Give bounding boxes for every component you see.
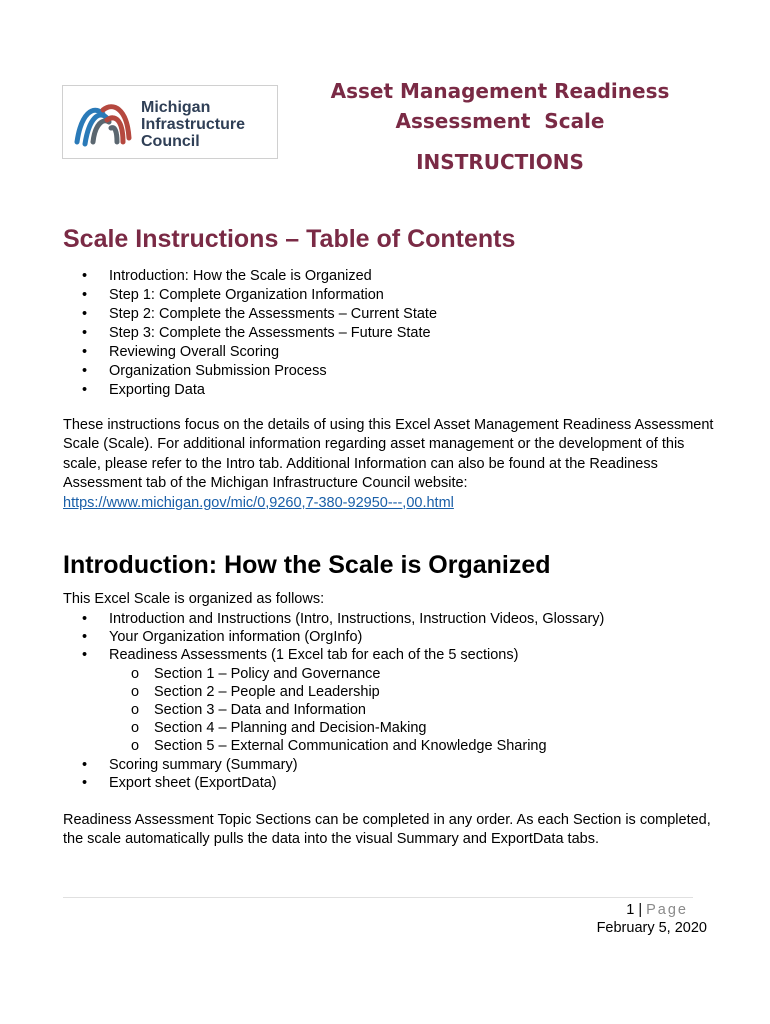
toc-heading: Scale Instructions – Table of Contents <box>63 225 516 253</box>
page-separator: | <box>638 902 643 918</box>
toc-list <box>82 267 437 400</box>
toc-item-step-2: • Step 2: Complete the Assessments – Current State <box>82 305 437 324</box>
toc-item-step-1: • Step 1: Complete Organization Information <box>82 286 437 305</box>
mic-logo <box>62 85 278 159</box>
footer-divider <box>63 897 693 898</box>
mic-logo-wordmark <box>141 99 245 150</box>
document-subtitle: INSTRUCTIONS <box>416 150 584 174</box>
section-item-3: o Section 3 – Data and Information <box>127 701 604 719</box>
document-title-line-1: Asset Management Readiness <box>330 79 670 103</box>
intro-paragraph: Readiness Assessment Topic Sections can be completed in any order. As each Section is completed, the scale automatically pulls the data into the visual Summary and ExportData tabs. <box>63 812 711 848</box>
intro-heading: Introduction: How the Scale is Organized <box>63 551 551 579</box>
footer-date: February 5, 2020 <box>596 920 707 936</box>
mic-website-link[interactable]: https://www.michigan.gov/mic/0,9260,7-380-92950---,00.html <box>63 494 454 511</box>
logo-line-3: Council <box>141 133 200 150</box>
intro-list <box>82 610 604 792</box>
toc-item-introduction: • Introduction: How the Scale is Organized <box>82 267 437 286</box>
intro-item-summary: • Scoring summary (Summary) <box>82 756 604 774</box>
section-item-1: o Section 1 – Policy and Governance <box>127 665 604 683</box>
page-label: Page <box>646 902 688 918</box>
page-number: 1 <box>626 902 635 918</box>
section-sublist <box>109 665 604 756</box>
intro-item-assessments-label: Readiness Assessments (1 Excel tab for each of the 5 sections) <box>109 647 519 664</box>
intro-item-orginfo: • Your Organization information (OrgInfo) <box>82 628 604 646</box>
section-item-4: o Section 4 – Planning and Decision-Making <box>127 719 604 737</box>
section-item-2: o Section 2 – People and Leadership <box>127 683 604 701</box>
intro-item-instructions: • Introduction and Instructions (Intro, Instructions, Instruction Videos, Glossary) <box>82 610 604 628</box>
footer-page-number <box>626 902 688 918</box>
intro-lead-text: This Excel Scale is organized as follows: <box>63 591 325 607</box>
document-title-line-2: Assessment Scale <box>395 109 605 133</box>
toc-paragraph-text: These instructions focus on the details of using this Excel Asset Management Readiness Assessment Scale (Scale). For additional information regarding asset management or the development of this scale, please refer to the Intro tab. Additional Information can also be found at the Readiness Assessment tab of the Michigan Infrastructure Council website: <box>63 417 714 492</box>
toc-paragraph <box>63 416 723 513</box>
section-item-5: o Section 5 – External Communication and Knowledge Sharing <box>127 737 604 755</box>
logo-line-1: Michigan <box>141 99 211 116</box>
toc-item-step-3: • Step 3: Complete the Assessments – Future State <box>82 324 437 343</box>
toc-item-exporting: • Exporting Data <box>82 381 437 400</box>
intro-item-assessments <box>82 646 604 755</box>
toc-item-scoring: • Reviewing Overall Scoring <box>82 343 437 362</box>
mic-logo-mark-icon <box>73 96 133 148</box>
toc-item-submission: • Organization Submission Process <box>82 362 437 381</box>
logo-line-2: Infrastructure <box>141 116 246 133</box>
intro-item-export: • Export sheet (ExportData) <box>82 774 604 792</box>
